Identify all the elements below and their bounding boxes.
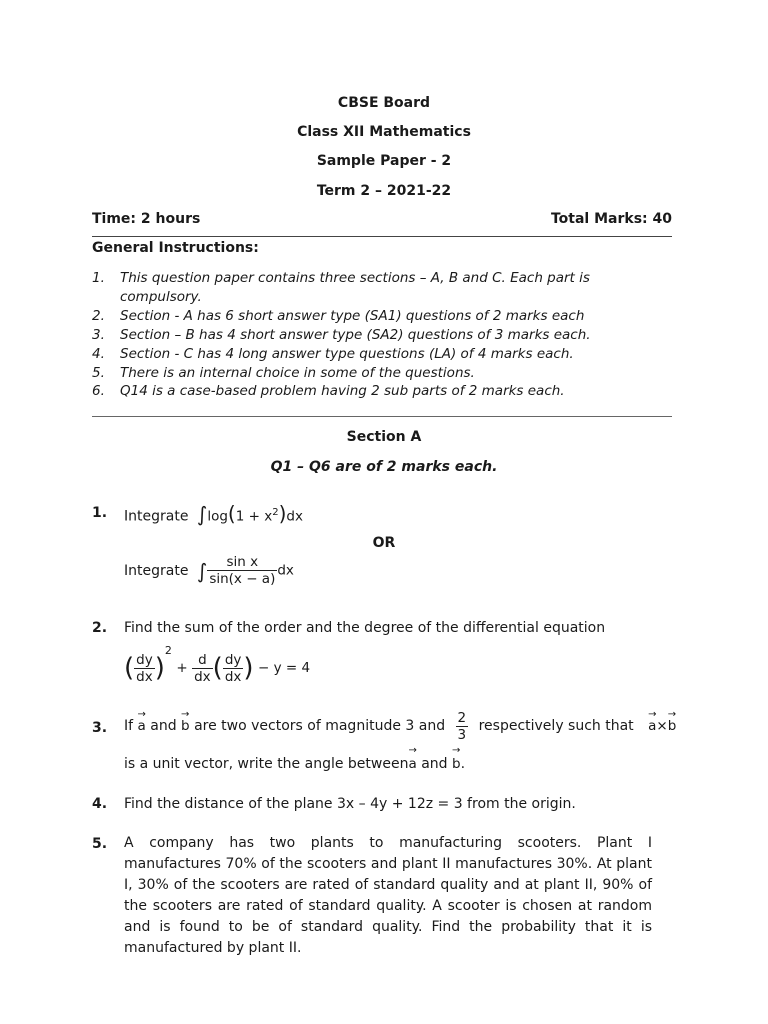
instruction-text: Section - A has 6 short answer type (SA1) questions of 2 marks each (120, 308, 585, 324)
and-word: and (421, 756, 448, 772)
dx-text: dx (286, 508, 303, 525)
question-1-text (124, 498, 303, 528)
instruction-text: Section – B has 4 short answer type (SA2) questions of 3 marks each. (120, 327, 591, 343)
differential-equation (124, 644, 310, 684)
instruction-text: compulsory. (120, 289, 202, 305)
or-label: OR (372, 535, 396, 551)
instruction-number: 4. (92, 346, 105, 362)
denominator: dx (194, 668, 211, 685)
question-3-line2 (124, 756, 465, 772)
open-paren: ( (227, 501, 236, 526)
instruction-number: 6. (92, 383, 105, 399)
paper-title: Sample Paper - 2 (316, 153, 452, 169)
denominator: sin(x − a) (209, 571, 276, 587)
close-paren: ) (278, 501, 287, 526)
instruction-item (92, 382, 652, 402)
question-4-text: Find the distance of the plane 3x – 4y + 12z = 3 from the origin. (124, 796, 576, 812)
vector-a: → a (648, 706, 656, 746)
instruction-number: 2. (92, 308, 105, 324)
denominator: dx (224, 668, 242, 685)
question-3-after: respectively such that (478, 718, 634, 734)
instruction-item (92, 269, 652, 289)
instructions-title: General Instructions: (92, 240, 259, 256)
numerator: dy (136, 651, 153, 668)
exponent: 2 (164, 644, 172, 657)
integral-sign: ∫ (196, 558, 208, 583)
question-3-line2-text: is a unit vector, write the angle between (124, 756, 409, 772)
header-divider (92, 236, 672, 237)
equation-tail: − y = 4 (257, 660, 311, 676)
instruction-number: 3. (92, 327, 105, 343)
exponent: 2 (272, 507, 279, 518)
close-paren: ) (154, 653, 165, 683)
instruction-item (92, 364, 652, 384)
question-2-text: Find the sum of the order and the degree of the differential equation (124, 620, 606, 636)
fraction (456, 710, 469, 743)
class-title: Class XII Mathematics (297, 124, 471, 140)
question-number: 4. (92, 796, 108, 812)
denominator: 3 (457, 726, 467, 743)
fraction (134, 652, 155, 685)
question-1-alt-text (124, 554, 294, 594)
instruction-item (92, 345, 652, 365)
close-paren: ) (243, 653, 254, 683)
one-plus-x: 1 + x (235, 508, 273, 525)
denominator: dx (136, 668, 153, 685)
integral-sign: ∫ (196, 501, 208, 526)
question-number: 3. (92, 720, 108, 736)
instruction-item (92, 307, 652, 327)
question-number: 5. (92, 836, 108, 852)
log-text: log (207, 508, 228, 525)
instruction-text: Q14 is a case-based problem having 2 sub parts of 2 marks each. (120, 383, 565, 399)
fraction (192, 652, 213, 685)
fraction (223, 652, 244, 685)
question-5-text: A company has two plants to manufacturing scooters. Plant I manufactures 70% of the scooters and plant II manufactures 30%. At plant I, 30% of the scooters are rated of standard quality and at plant II, 90% of the scooters are rated of standard quality. A scooter is chosen at random and is found to be of standard quality. Find the probability that it is manufactured by plant II. (124, 835, 652, 956)
section-title: Section A (346, 429, 422, 445)
numerator: dy (224, 651, 242, 668)
vector-b: → b (452, 756, 461, 772)
integrate-word: Integrate (124, 562, 189, 579)
numerator: sin x (207, 554, 277, 571)
numerator: 2 (457, 709, 467, 726)
numerator: d (192, 652, 213, 669)
total-marks-label: Total Marks: 40 (550, 211, 672, 227)
section-divider (92, 416, 672, 417)
and-word: and (150, 718, 177, 734)
question-number: 1. (92, 505, 108, 521)
vector-a: → a (138, 706, 146, 746)
question-3-middle: are two vectors of magnitude 3 and (194, 718, 446, 734)
dx-text: dx (277, 562, 294, 579)
if-word: If (124, 718, 134, 734)
instruction-text: Section - C has 4 long answer type questions (LA) of 4 marks each. (120, 346, 574, 362)
integrate-word: Integrate (124, 508, 189, 525)
time-label: Time: 2 hours (92, 211, 201, 227)
instruction-number: 1. (92, 270, 105, 286)
open-paren: ( (124, 653, 135, 683)
instruction-number: 5. (92, 365, 105, 381)
board-title: CBSE Board (337, 95, 431, 111)
vector-a: → a (408, 756, 416, 772)
fraction (207, 554, 277, 587)
term-title: Term 2 – 2021-22 (316, 183, 452, 199)
open-paren: ( (212, 653, 223, 683)
vector-b: → b (181, 706, 190, 746)
cross-sign: × (656, 718, 668, 734)
question-3-line1 (124, 706, 676, 746)
vector-b: → b (668, 706, 677, 746)
instruction-text: There is an internal choice in some of the questions. (120, 365, 475, 381)
instruction-item (92, 326, 652, 346)
instruction-item-continued (92, 288, 652, 308)
period: . (460, 756, 466, 772)
plus-sign: + (176, 660, 188, 676)
instruction-text: This question paper contains three sections – A, B and C. Each part is (120, 270, 590, 286)
section-subtitle: Q1 – Q6 are of 2 marks each. (270, 459, 498, 475)
question-number: 2. (92, 620, 108, 636)
